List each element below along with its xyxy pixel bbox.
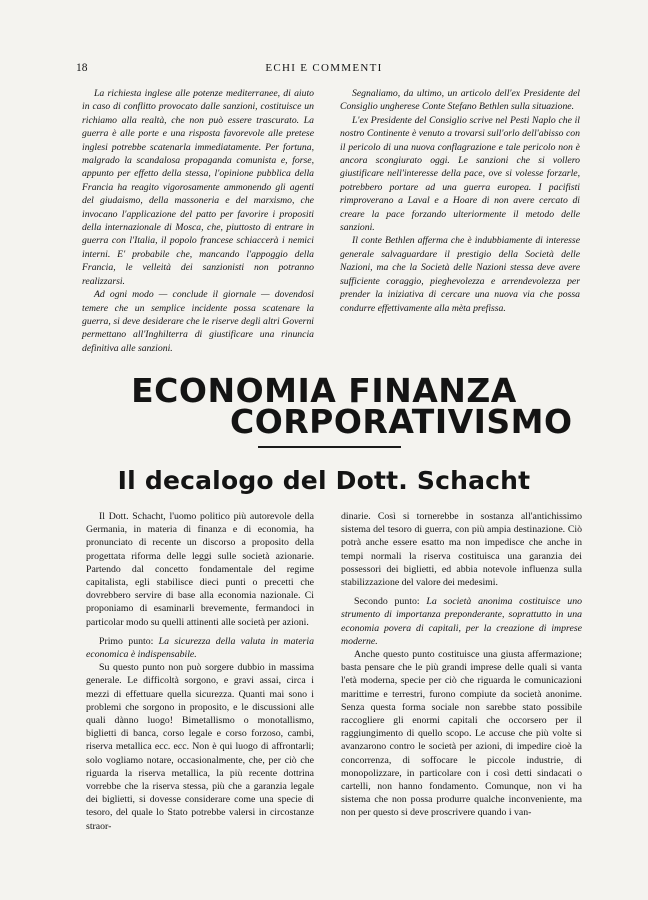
paragraph: Ad ogni modo — conclude il giornale — dovendosi temere che un semplice incidente possa scatenare la guerra, si deve desiderare che le riserve degli altri Governi permettano all'Inghilterra di giustificare una rinuncia definitiva alle sanzioni. bbox=[82, 289, 314, 354]
paragraph: Segnaliamo, da ultimo, un articolo dell'ex Presidente del Consiglio ungherese Conte Stefano Bethlen sulla situazione. bbox=[340, 88, 580, 113]
page-header bbox=[0, 62, 648, 76]
paragraph bbox=[341, 595, 582, 648]
point-statement: La sicurezza della valuta in materia economica è indispensabile. bbox=[86, 635, 314, 661]
paragraph: Anche questo punto costituisce una giusta affermazione; basta pensare che le più grandi imprese delle quali si vanta l'età moderna, specie per ciò che riguarda le comunicazioni marittime e terrestri, furono compiute da società anonime. Senza questa forma sociale non sarebbe stato possibile raccogliere gli enormi capitali che occorsero per il raggiungimento di quello scopo. Le accuse che più volte si avanzarono contro le società per azioni, di impedire cioè la concorrenza, di soffocare le piccole industrie, di monopolizzare, in particolare con i così detti sindacati o cartelli, non hanno fondamento. Comunque, non vi ha sistema che non possa produrre qualche inconveniente, ma non per questo si deve proscrivere quando i van- bbox=[341, 649, 582, 819]
article-left-column bbox=[86, 510, 314, 833]
paragraph: Su questo punto non può sorgere dubbio in massima generale. Le difficoltà sorgono, e gravi assai, circa i mezzi di effettuare quella sicurezza. Quanti mai sono i problemi che sorgono in proposito, e le discussioni alle quali dànno luogo! Bimetallismo o monotallismo, biglietti di banca, corso legale e corso forzoso, cambi, riserva metallica ecc. ecc. Non è qui luogo di affrontarli; solo vogliamo notare, occasionalmente, che, per ciò che riguarda la riserva metallica, la più recente dottrina vorrebbe che la riserva stessa, più che a garanzia legale dei biglietti, si dovesse considerare come una specie di tesoro, del quale lo Stato potrebbe valersi in circostanze straor- bbox=[86, 662, 314, 832]
paragraph: Il Dott. Schacht, l'uomo politico più autorevole della Germania, in materia di finanza e di economia, ha pronunciato di recente un discorso a proposito della progettata riforma delle leggi sulle società azionarie. Partendo dal concetto fondamentale del regime capitalista, egli stabilisce dieci punti o precetti che dovrebbero servire di base alla economia nazionale. Ci proponiamo di esaminarli brevemente, fermandoci in particolar modo su quelli attinenti alle società per azioni. bbox=[86, 511, 314, 628]
paragraph: L'ex Presidente del Consiglio scrive nel Pesti Naplo che il nostro Continente è venuto a trovarsi sull'orlo dell'abisso con il pericolo di una nuova conflagrazione e tale pericolo non è ancora scongiurato oggi. Le sanzioni che si vollero giustificare nell'interesse della pace, ove si volesse forzarle, potrebbero portare ad una guerra europea. I pacifisti rimproverano a Laval e a Hoare di non avere cercato di creare la pace forzando ulteriormente il metodo delle sanzioni. bbox=[340, 114, 580, 234]
paragraph bbox=[86, 635, 314, 661]
article-right-column bbox=[341, 510, 582, 820]
top-right-column bbox=[340, 87, 580, 315]
point-lead: Secondo punto: bbox=[354, 596, 427, 608]
point-statement: La società anonima costituisce uno strumento di importanza preponderante, soprattutto in una economia povera di capitali, per la creazione di imprese moderne. bbox=[341, 596, 582, 647]
point-lead: Primo punto: bbox=[99, 635, 159, 647]
section-heading-line1: ECONOMIA FINANZA bbox=[131, 371, 517, 410]
running-head: ECHI E COMMENTI bbox=[265, 62, 383, 74]
paragraph: Il conte Bethlen afferma che è indubbiamente di interesse generale salvaguardare il prestigio della Società delle Nazioni, ma che la Società delle Nazioni stessa deve avere sufficiente coraggio, pieghevolezza e arrendevolezza per prender la iniziativa di cercare una nuova via che possa condurre effettivamente alla mèta prefissa. bbox=[340, 235, 580, 314]
paragraph: dinarie. Così si tornerebbe in sostanza all'antichissimo sistema del tesoro di guerra, con più ampia destinazione. Ciò potrà anche essere esatto ma non impedisce che anche in tempi normali la riserva costituisca una garanzia dei possessori dei biglietti, ed abbia notevole influenza sulla stabilizzazione del valore dei medesimi. bbox=[341, 511, 582, 589]
section-divider bbox=[258, 446, 401, 448]
top-left-column bbox=[82, 87, 314, 355]
article-title: Il decalogo del Dott. Schacht bbox=[117, 466, 531, 495]
section-heading-line2: CORPORATIVISMO bbox=[230, 402, 573, 441]
page-number: 18 bbox=[76, 62, 88, 74]
paragraph: La richiesta inglese alle potenze mediterranee, di aiuto in caso di conflitto provocato dalle sanzioni, costituisce un richiamo alla realtà, che non può essere trascurato. La guerra è alle porte e una risposta favorevole alle pretese inglesi potrebbe scatenarla immediatamente. Per fortuna, malgrado la scandalosa propaganda comunista e, forse, appunto per effetto della stessa, l'opinione pubblica della Francia ha reagito vigorosamente ammonendo gli agenti del giudaismo, della massoneria e del marxismo, che invocano l'applicazione del patto per favorire i propositi della internazionale di Mosca, che, piuttosto di entrare in guerra con l'Italia, il popolo francese schiaccerà i nemici interni. E' probabile che, mancando l'appoggio della Francia, le velleità dei sanzionisti non potranno realizzarsi. bbox=[82, 88, 314, 287]
